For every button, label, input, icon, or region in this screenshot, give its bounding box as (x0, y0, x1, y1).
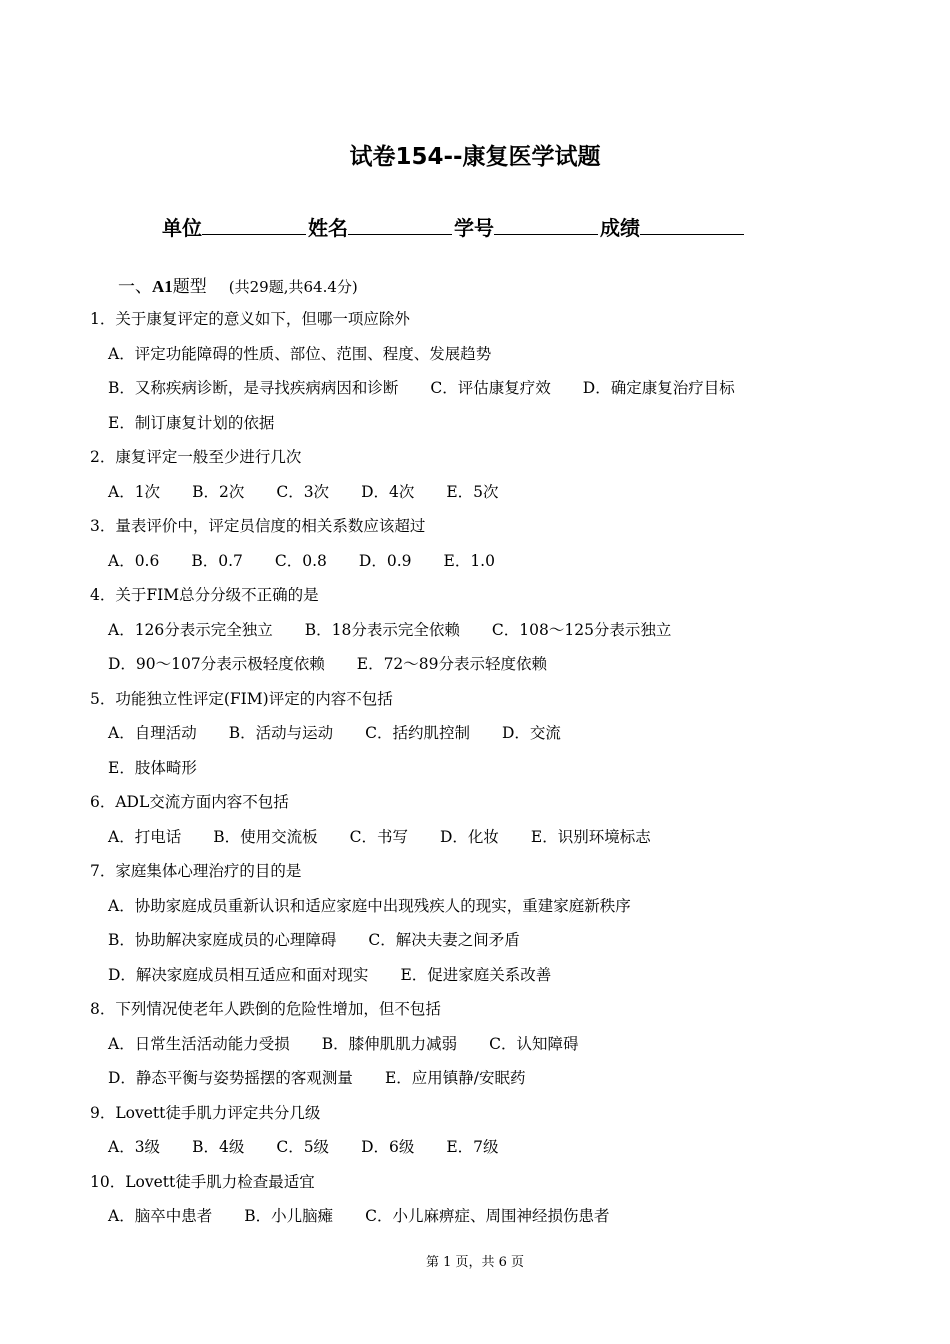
answer-option[interactable]: D．化妆 (439, 827, 499, 846)
question-list (90, 306, 890, 1238)
section-heading (118, 272, 358, 297)
option-row (90, 755, 890, 790)
answer-option[interactable]: E．促进家庭关系改善 (400, 965, 552, 984)
answer-option[interactable]: E．肢体畸形 (108, 758, 197, 777)
answer-option[interactable]: D．交流 (501, 724, 561, 742)
option-row (90, 651, 890, 686)
answer-option[interactable]: A．协助家庭成员重新认识和适应家庭中出现残疾人的现实，重建家庭新秩序 (108, 896, 631, 915)
answer-option[interactable]: E．72～89分表示轻度依赖 (356, 655, 548, 673)
answer-option[interactable]: B．又称疾病诊断，是寻找疾病病因和诊断 (108, 379, 399, 397)
answer-option[interactable]: B．18分表示完全依赖 (304, 620, 460, 639)
option-row (90, 720, 890, 755)
question-stem: 3．量表评价中，评定员信度的相关系数应该超过 (90, 517, 426, 535)
option-row (90, 341, 890, 376)
exam-title: 试卷154--康复医学试题 (349, 144, 601, 170)
question-stem: 10．Lovett徒手肌力检查最适宜 (90, 1172, 315, 1191)
answer-option[interactable]: A．3级 (108, 1138, 161, 1156)
field-id-blank[interactable] (494, 212, 598, 235)
question-stem: 9．Lovett徒手肌力评定共分几级 (90, 1103, 321, 1122)
section-title (118, 277, 207, 297)
option-row (90, 824, 890, 859)
answer-option[interactable]: C．5级 (276, 1138, 330, 1156)
section-prefix: 一、 (118, 277, 152, 297)
field-name-blank[interactable] (348, 212, 452, 235)
answer-option[interactable]: D．确定康复治疗目标 (582, 379, 735, 397)
option-row (90, 617, 890, 652)
answer-option[interactable]: C．评估康复疗效 (430, 379, 551, 397)
answer-option[interactable]: B．2次 (192, 482, 245, 501)
field-unit-blank[interactable] (202, 212, 306, 235)
header-fields (162, 212, 812, 241)
answer-option[interactable]: B．0.7 (191, 551, 243, 570)
option-row (90, 1065, 890, 1100)
section-note: (共29题,共64.4分) (228, 278, 358, 296)
answer-option[interactable]: C．小儿麻痹症、周围神经损伤患者 (365, 1207, 610, 1225)
answer-option[interactable]: B．活动与运动 (228, 724, 334, 742)
question-stem: 5．功能独立性评定(FIM)评定的内容不包括 (90, 689, 393, 708)
answer-option[interactable]: D．6级 (361, 1138, 415, 1156)
option-row (90, 375, 890, 410)
answer-option[interactable]: B．膝伸肌肌力减弱 (321, 1034, 458, 1053)
option-row (90, 1031, 890, 1066)
answer-option[interactable]: E．7级 (446, 1138, 499, 1156)
page-footer: 第 1 页，共 6 页 (425, 1255, 525, 1270)
answer-option[interactable]: C．解决夫妻之间矛盾 (368, 931, 520, 949)
answer-option[interactable]: D．0.9 (358, 551, 412, 570)
option-row (90, 479, 890, 514)
field-id-label: 学号 (454, 216, 494, 240)
answer-option[interactable]: E．识别环境标志 (530, 827, 651, 846)
answer-option[interactable]: A．脑卒中患者 (108, 1207, 213, 1225)
option-row (90, 410, 890, 445)
answer-option[interactable]: A．126分表示完全独立 (108, 620, 273, 639)
answer-option[interactable]: C．108～125分表示独立 (491, 620, 672, 639)
answer-option[interactable]: B．4级 (192, 1138, 245, 1156)
answer-option[interactable]: B．小儿脑瘫 (244, 1207, 334, 1225)
answer-option[interactable]: E．5次 (446, 482, 499, 501)
option-row (90, 1203, 890, 1238)
option-row (90, 962, 890, 997)
answer-option[interactable]: A．自理活动 (108, 724, 197, 742)
answer-option[interactable]: E．制订康复计划的依据 (108, 413, 275, 432)
answer-option[interactable]: C．0.8 (274, 551, 327, 570)
answer-option[interactable]: A．0.6 (108, 551, 160, 570)
answer-option[interactable]: D．90～107分表示极轻度依赖 (108, 655, 325, 673)
answer-option[interactable]: A．1次 (108, 482, 161, 501)
field-name-label: 姓名 (308, 216, 348, 240)
answer-option[interactable]: C．3次 (276, 482, 330, 501)
answer-option[interactable]: B．协助解决家庭成员的心理障碍 (108, 931, 337, 949)
answer-option[interactable]: E．1.0 (443, 551, 495, 570)
answer-option[interactable]: A．评定功能障碍的性质、部位、范围、程度、发展趋势 (108, 344, 492, 363)
answer-option[interactable]: D．4次 (361, 482, 415, 501)
answer-option[interactable]: A．打电话 (108, 827, 182, 846)
question-stem: 4．关于FIM总分分级不正确的是 (90, 586, 319, 604)
answer-option[interactable]: C．书写 (349, 827, 408, 846)
option-row (90, 893, 890, 928)
answer-option[interactable]: C．括约肌控制 (365, 724, 470, 742)
answer-option[interactable]: D．静态平衡与姿势摇摆的客观测量 (108, 1069, 353, 1087)
question-stem: 2．康复评定一般至少进行几次 (90, 448, 302, 466)
field-unit-label: 单位 (162, 216, 202, 240)
option-row (90, 1134, 890, 1169)
field-score-label: 成绩 (600, 216, 640, 240)
answer-option[interactable]: D．解决家庭成员相互适应和面对现实 (108, 965, 369, 984)
section-name: 题型 (172, 277, 207, 297)
question-stem: 6．ADL交流方面内容不包括 (90, 793, 289, 811)
answer-option[interactable]: B．使用交流板 (213, 827, 318, 846)
option-row (90, 927, 890, 962)
answer-option[interactable]: A．日常生活活动能力受损 (108, 1034, 290, 1053)
section-code: A1 (152, 277, 173, 296)
question-stem: 8．下列情况使老年人跌倒的危险性增加，但不包括 (90, 1000, 441, 1018)
question-stem: 7．家庭集体心理治疗的目的是 (90, 862, 302, 880)
option-row (90, 548, 890, 583)
question-stem: 1．关于康复评定的意义如下，但哪一项应除外 (90, 310, 410, 328)
answer-option[interactable]: E．应用镇静/安眠药 (384, 1069, 526, 1087)
field-score-blank[interactable] (640, 212, 744, 235)
answer-option[interactable]: C．认知障碍 (489, 1034, 579, 1053)
